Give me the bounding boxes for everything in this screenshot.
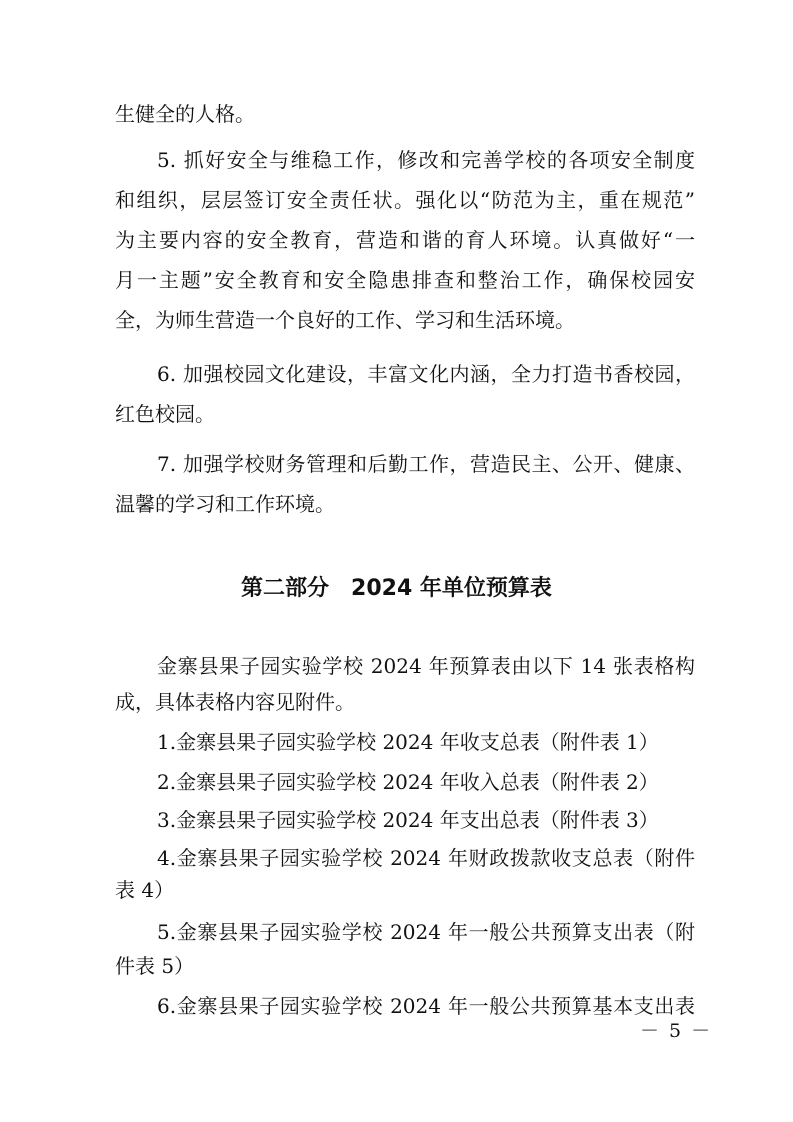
page-number: － 5 － <box>640 1020 713 1042</box>
paragraph-line: 和组织，层层签订安全责任状。强化以“防范为主，重在规范” <box>115 188 695 212</box>
list-item: 1.金寨县果子园实验学校 2024 年收支总表（附件表 1） <box>157 730 659 754</box>
list-item: 6.金寨县果子园实验学校 2024 年一般公共预算基本支出表 <box>157 994 695 1018</box>
paragraph-line: 成，具体表格内容见附件。 <box>115 690 355 714</box>
list-item: 件表 5） <box>115 954 195 978</box>
list-item: 5.金寨县果子园实验学校 2024 年一般公共预算支出表（附 <box>157 920 695 944</box>
list-item: 2.金寨县果子园实验学校 2024 年收入总表（附件表 2） <box>157 770 659 794</box>
paragraph-line: 温馨的学习和工作环境。 <box>115 492 335 516</box>
paragraph-line: 7. 加强学校财务管理和后勤工作，营造民主、公开、健康、 <box>157 452 695 476</box>
paragraph-line: 生健全的人格。 <box>115 102 255 126</box>
paragraph-line: 为主要内容的安全教育，营造和谐的育人环境。认真做好“一 <box>115 228 695 252</box>
paragraph-line: 月一主题”安全教育和安全隐患排查和整治工作，确保校园安 <box>115 268 695 292</box>
paragraph-line: 红色校园。 <box>115 402 215 426</box>
paragraph-line: 5. 抓好安全与维稳工作，修改和完善学校的各项安全制度 <box>157 148 695 172</box>
list-item: 4.金寨县果子园实验学校 2024 年财政拨款收支总表（附件 <box>157 846 695 870</box>
paragraph-line: 6. 加强校园文化建设，丰富文化内涵，全力打造书香校园， <box>157 362 695 386</box>
list-item: 表 4） <box>115 878 175 902</box>
section-heading: 第二部分 2024 年单位预算表 <box>241 576 552 601</box>
paragraph-line: 全，为师生营造一个良好的工作、学习和生活环境。 <box>115 308 575 332</box>
list-item: 3.金寨县果子园实验学校 2024 年支出总表（附件表 3） <box>157 808 659 832</box>
paragraph-line: 金寨县果子园实验学校 2024 年预算表由以下 14 张表格构 <box>157 654 695 678</box>
